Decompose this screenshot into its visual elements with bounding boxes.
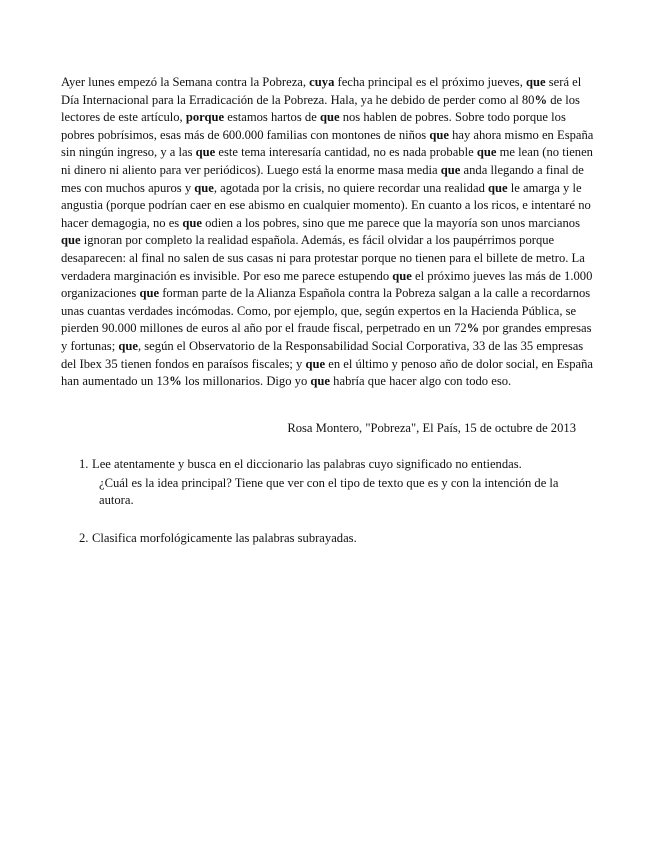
text-run: , según el Observatorio de la Responsabilidad Social Corporativa, 33 de las 35 empresas del Ibex 35 tienen fondos en paraísos fiscales; y [61,338,584,371]
highlighted-word: % [169,374,182,389]
highlighted-word: que [194,180,214,195]
highlighted-word: que [488,180,508,195]
task-number: 2. [79,530,89,545]
highlighted-word: porque [185,110,225,125]
highlighted-word: que [182,215,202,230]
highlighted-word: % [466,321,480,336]
task-item [79,530,579,548]
text-run: , agotada por la crisis, no quiere recordar una realidad [213,180,489,195]
highlighted-word: que [61,233,81,248]
text-run: el próximo jueves las más de 1.000 organizaciones [61,268,593,301]
task-subquestion: ¿Cuál es la idea principal? Tiene que ver con el tipo de texto que es y con la intención de la autora. [99,475,559,508]
highlighted-word: que [118,338,138,353]
text-run: fecha principal es el próximo jueves, [334,75,526,89]
task-text: Lee atentamente y busca en el diccionario las palabras cuyo significado no entiendas. [92,457,522,471]
highlighted-word: que [476,145,497,160]
task-text: Clasifica morfológicamente las palabras subrayadas. [92,530,357,545]
text-run: los millonarios. Digo yo [181,374,311,389]
text-run: forman parte de la Alianza Española contra la Pobreza salgan a la calle a recordarnos unas cuantas verdades incómodas. Como, por ejemplo, que, según expertos en la Hacienda Pública, se pierden 90.000 millones de euros al año por el fraude fiscal, perpetrado en un 72 [61,286,591,336]
highlighted-word: que [310,374,331,389]
text-run: hay ahora mismo en España sin ningún ingreso, y a las [61,127,594,160]
highlighted-word: que [429,127,449,142]
text-run: estamos hartos de [224,110,320,125]
article-citation: Rosa Montero, "Pobreza", El País, 15 de octubre de 2013 [287,421,576,435]
article-paragraph [61,74,596,391]
text-run: este tema interesaría cantidad, no es nada probable [215,145,477,160]
text-run: anda llegando a final de mes con muchos apuros y [61,162,584,195]
text-run: nos hablen de pobres. Sobre todo porque los pobres pobrísimos, esas más de 600.000 familias con montones de niños [61,110,566,142]
task-item [79,456,579,510]
highlighted-word: que [526,75,546,89]
text-run: en el último y penoso año de dolor social, en España han aumentado un 13 [61,356,593,389]
text-run: habría que hacer algo con todo eso. [330,374,512,389]
text-run: odien a los pobres, sino que me parece que la mayoría son unos marcianos [201,215,581,230]
task-list [79,456,579,547]
highlighted-word: que [195,145,216,160]
highlighted-word: % [534,92,548,107]
text-run: le amarga y le angustia (porque podrían caer en ese abismo en cualquier momento). En cuanto a los ricos, e intentaré no hacer demagogia, no es [61,180,591,230]
highlighted-word: que [319,110,340,125]
highlighted-word: que [139,286,160,301]
highlighted-word: que [392,268,412,283]
text-run: Ayer lunes empezó la Semana contra la Pobreza, [61,75,310,89]
task-number: 1. [79,457,89,471]
highlighted-word: que [440,162,461,177]
text-run: me lean (no tienen ni dinero ni aliento para ver periódicos). Luego está la enorme masa media [61,145,593,177]
text-run: ignoran por completo la realidad española. Además, es fácil olvidar a los paupérrimos porque desaparecen: al final no salen de sus casas ni para protestar porque no tienen para el billete de metro. La verdadera marginación es invisible. Por eso me parece estupendo [61,233,585,283]
highlighted-word: que [305,356,326,371]
text-run: de los lectores de este artículo, [61,92,580,125]
text-run: será el Día Internacional para la Erradicación de la Pobreza. Hala, ya he debido de perder como al 80 [61,75,582,107]
text-run: por grandes empresas y fortunas; [61,321,592,353]
highlighted-word: cuya [309,75,335,89]
